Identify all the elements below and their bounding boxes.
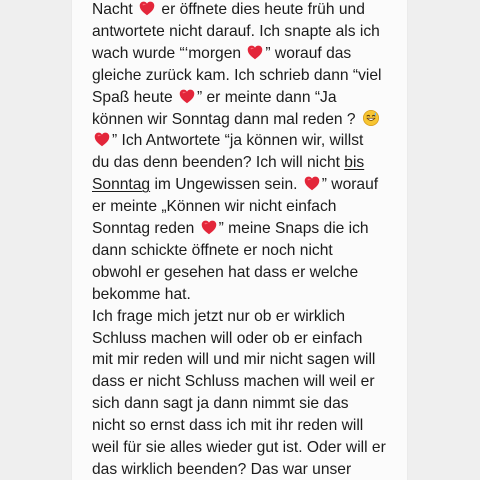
note-text: Ich frage mich jetzt nur ob er wirklich <box>92 307 346 325</box>
note-text: er öffnete dies heute früh und <box>157 1 365 18</box>
note-text: dann schickte öffnete er noch nicht <box>92 241 333 259</box>
note-line <box>92 65 381 87</box>
note-text: sich dann sagt ja dann nimmt sie das <box>92 395 349 413</box>
note-line <box>92 306 345 328</box>
note-text: ” er meinte dann “Ja <box>196 88 337 106</box>
note-text: ” Ich Antwortete “ja können wir, willst <box>112 132 364 150</box>
note-text: Sonntag reden <box>92 220 199 237</box>
note-text: Schluss machen will oder ob er einfach <box>92 329 363 347</box>
note-line <box>92 218 369 240</box>
note-text: ” meine Snaps die ich <box>218 220 369 237</box>
note-line <box>92 21 380 43</box>
sweat-grin-emoji-icon <box>362 109 380 127</box>
note-line <box>92 152 364 174</box>
note-text: obwohl er gesehen hat dass er welche <box>92 263 359 281</box>
note-line <box>92 371 375 393</box>
note-line <box>92 109 380 131</box>
note-text: ” worauf <box>321 176 379 194</box>
note-line <box>92 87 337 109</box>
note-text: weil für sie alles wieder gut ist. Oder will er <box>92 439 386 456</box>
note-text: antwortete nicht darauf. Ich snapte als ich <box>92 22 380 40</box>
underlined-word: Sonntag <box>92 176 151 194</box>
note-line <box>92 43 351 65</box>
note-line <box>92 262 358 284</box>
note-line <box>92 459 351 480</box>
note-line <box>92 130 363 152</box>
red-heart-icon <box>93 131 111 147</box>
red-heart-icon <box>303 175 321 191</box>
note-line <box>92 437 386 459</box>
note-text: im Ungewissen sein. <box>150 176 302 194</box>
note-line <box>92 415 363 437</box>
note-text: er meinte „Können wir nicht einfach <box>92 198 337 216</box>
note-text: können wir Sonntag dann mal reden ? <box>92 110 360 128</box>
note-text: du das denn beenden? Ich will nicht <box>92 154 345 172</box>
red-heart-icon <box>246 44 264 60</box>
red-heart-icon <box>200 219 218 235</box>
note-line <box>92 328 362 350</box>
note-line <box>92 0 365 21</box>
note-line <box>92 284 191 306</box>
note-text: wach wurde “‘morgen <box>92 44 246 62</box>
note-line <box>92 174 378 196</box>
note-text: nicht so ernst dass ich mit ihr reden will <box>92 417 364 435</box>
note-text: Nacht <box>92 1 138 18</box>
note-text: dass er nicht Schluss machen will weil er <box>92 373 375 391</box>
note-text: mit mir reden will und mir nicht sagen will <box>92 351 376 369</box>
note-line <box>92 349 375 371</box>
note-text: das wirklich beenden? Das war unser <box>92 460 352 478</box>
red-heart-icon <box>138 0 156 16</box>
note-line <box>92 393 349 415</box>
note-text: gleiche zurück kam. Ich schrieb dann “viel <box>92 66 382 84</box>
note-text: Spaß heute <box>92 88 177 106</box>
note-text: bekomme hat. <box>92 285 191 303</box>
note-line <box>92 240 333 262</box>
note-line <box>92 196 336 218</box>
underlined-word: bis <box>344 154 365 172</box>
red-heart-icon <box>178 88 196 104</box>
note-text: ” worauf das <box>265 44 352 62</box>
